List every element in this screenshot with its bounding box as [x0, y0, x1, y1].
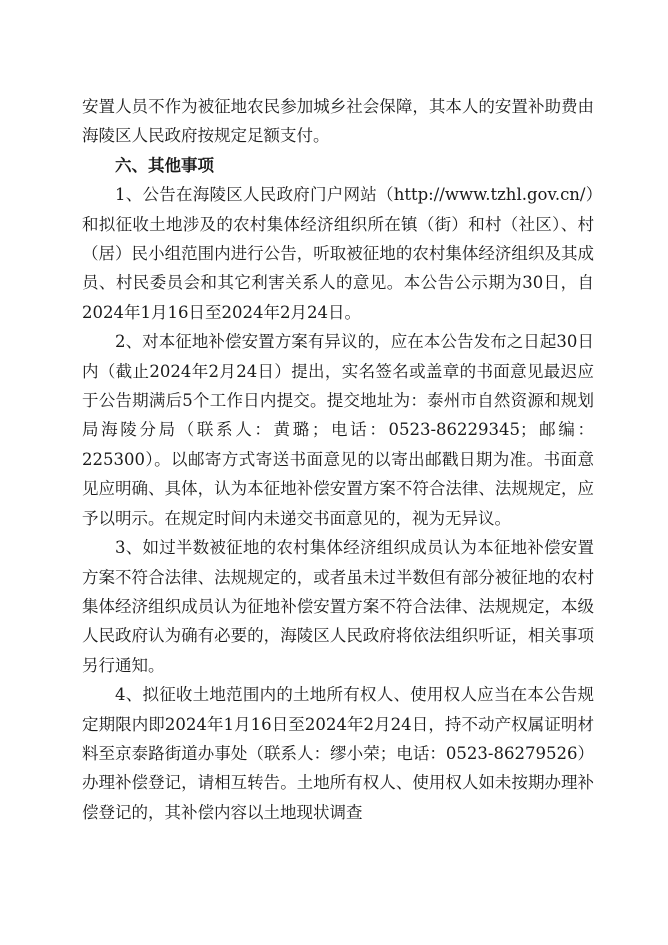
section-heading: 六、其他事项: [115, 155, 214, 175]
paragraph-3: 3、如过半数被征地的农村集体经济组织成员认为本征地补偿安置方案不符合法律、法规规定的，或者虽未过半数但有部分被征地的农村集体经济组织成员认为征地补偿安置方案不符合法律、法规规定，本级人民政府认为确有必要的，海陵区人民政府将依法组织听证，相关事项另行通知。: [82, 538, 594, 675]
document-body: [82, 92, 594, 827]
continuation-paragraph: 安置人员不作为被征地农民参加城乡社会保障，其本人的安置补助费由海陵区人民政府按规定足额支付。: [82, 97, 594, 146]
paragraph-2: 2、对本征地补偿安置方案有异议的，应在本公告发布之日起30日内（截止2024年2月24日）提出，实名签名或盖章的书面意见最迟应于公告期满后5个工作日内提交。提交地址为：泰州市自然资源和规划局海陵分局（联系人：黄璐；电话：0523-86229345；邮编：225300）。以邮寄方式寄送书面意见的以寄出邮戳日期为准。书面意见应明确、具体，认为本征地补偿安置方案不符合法律、法规规定，应予以明示。在规定时间内未递交书面意见的，视为无异议。: [82, 332, 594, 528]
paragraph-4: 4、拟征收土地范围内的土地所有权人、使用权人应当在本公告规定期限内即2024年1月16日至2024年2月24日，持不动产权属证明材料至京泰路街道办事处（联系人：缪小荣；电话：0523-86279526）办理补偿登记，请相互转告。土地所有权人、使用权人如未按期办理补偿登记的，其补偿内容以土地现状调查: [82, 685, 594, 822]
paragraph-1: 1、公告在海陵区人民政府门户网站（http://www.tzhl.gov.cn/）和拟征收土地涉及的农村集体经济组织所在镇（街）和村（社区）、村（居）民小组范围内进行公告，听取被征地的农村集体经济组织及其成员、村民委员会和其它利害关系人的意见。本公告公示期为30日，自2024年1月16日至2024年2月24日。: [82, 185, 594, 322]
